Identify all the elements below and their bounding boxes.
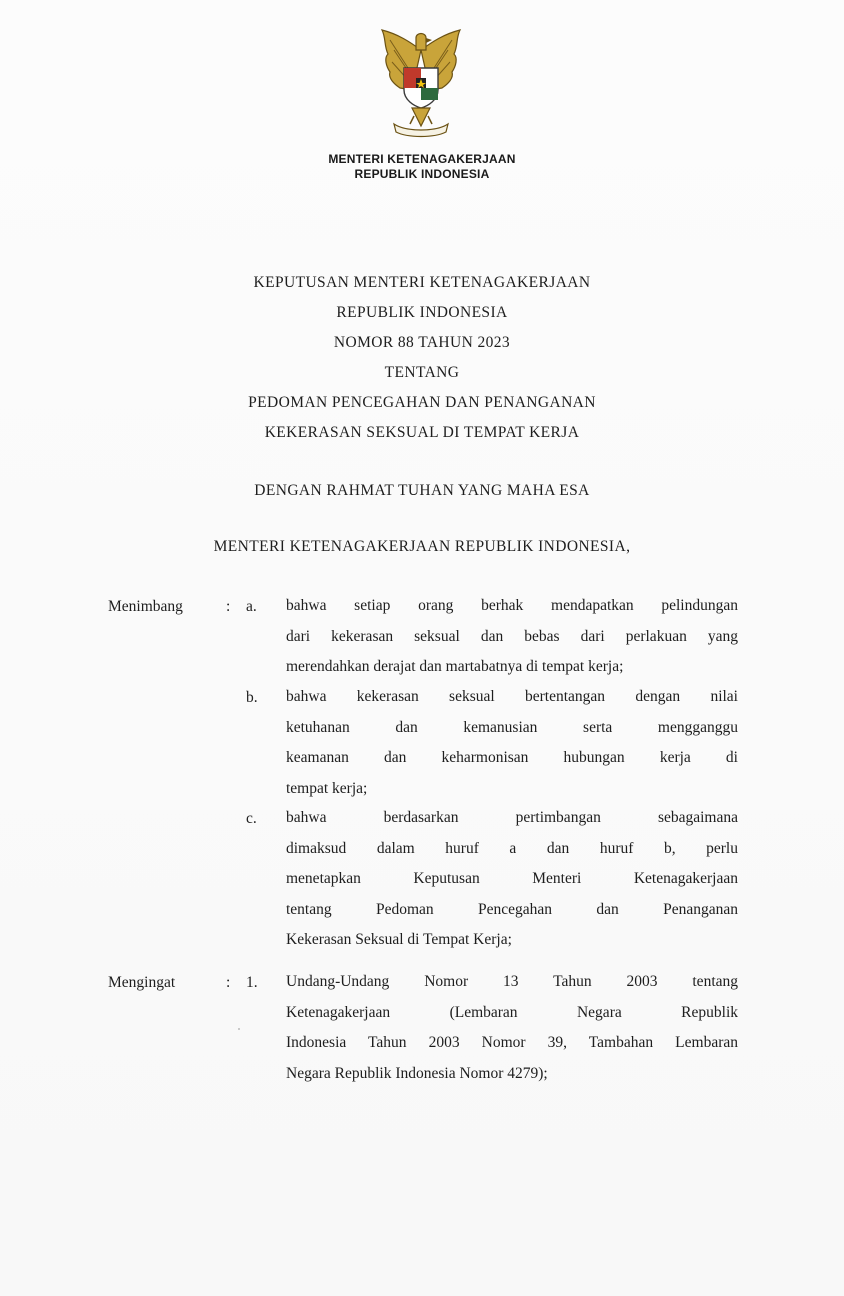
item-marker: a. xyxy=(246,598,257,615)
item-marker: b. xyxy=(246,689,258,706)
item-marker: c. xyxy=(246,810,257,827)
menimbang-item-a xyxy=(286,591,738,683)
text-line: Undang-Undang Nomor 13 Tahun 2003 tentang xyxy=(286,973,738,990)
item-marker: 1. xyxy=(246,974,258,991)
scan-speck xyxy=(238,1028,240,1030)
menimbang-item-b xyxy=(286,682,738,804)
decree-subject-1: PEDOMAN PENCEGAHAN DAN PENANGANAN xyxy=(248,394,596,411)
mengingat-item-1 xyxy=(286,967,738,1089)
text-line: ketuhanan dan kemanusian serta mengganggu xyxy=(286,718,738,736)
blessing-line: DENGAN RAHMAT TUHAN YANG MAHA ESA xyxy=(254,482,590,499)
decree-number: NOMOR 88 TAHUN 2023 xyxy=(333,334,511,351)
text-line: menetapkan Keputusan Menteri Ketenagakerjaan xyxy=(286,870,738,887)
decree-title: KEPUTUSAN MENTERI KETENAGAKERJAAN xyxy=(253,274,591,291)
menimbang-colon: : xyxy=(226,598,231,615)
garuda-pancasila-emblem-icon xyxy=(372,28,470,140)
text-line: bahwa setiap orang berhak mendapatkan pelindungan xyxy=(286,597,738,614)
text-line: bahwa kekerasan seksual bertentangan dengan nilai xyxy=(286,688,738,705)
menimbang-item-c xyxy=(286,803,738,956)
text-line: Indonesia Tahun 2003 Nomor 39, Tambahan Lembaran xyxy=(286,1034,738,1051)
text-line: merendahkan derajat dan martabatnya di tempat kerja; xyxy=(286,658,624,675)
authority-line: MENTERI KETENAGAKERJAAN REPUBLIK INDONESIA, xyxy=(213,538,631,555)
text-line: dari kekerasan seksual dan bebas dari perlakuan yang xyxy=(286,627,738,645)
text-line: bahwa berdasarkan pertimbangan sebagaimana xyxy=(286,809,738,826)
text-line: Ketenagakerjaan (Lembaran Negara Republik xyxy=(286,1003,738,1021)
menimbang-label: Menimbang xyxy=(108,598,183,615)
decree-country: REPUBLIK INDONESIA xyxy=(336,304,508,321)
ministry-name: MENTERI KETENAGAKERJAAN xyxy=(328,152,516,166)
text-line: tentang Pedoman Pencegahan dan Penanganan xyxy=(286,900,738,918)
text-line: dimaksud dalam huruf a dan huruf b, perlu xyxy=(286,839,738,857)
decree-about: TENTANG xyxy=(384,364,460,381)
decree-subject-2: KEKERASAN SEKSUAL DI TEMPAT KERJA xyxy=(264,424,580,441)
text-line: tempat kerja; xyxy=(286,779,368,797)
mengingat-label: Mengingat xyxy=(108,974,176,991)
text-line: Kekerasan Seksual di Tempat Kerja; xyxy=(286,931,512,948)
text-line: keamanan dan keharmonisan hubungan kerja di xyxy=(286,749,738,766)
ministry-country: REPUBLIK INDONESIA xyxy=(354,167,490,181)
mengingat-colon: : xyxy=(226,974,231,991)
text-line: Negara Republik Indonesia Nomor 4279); xyxy=(286,1064,548,1082)
